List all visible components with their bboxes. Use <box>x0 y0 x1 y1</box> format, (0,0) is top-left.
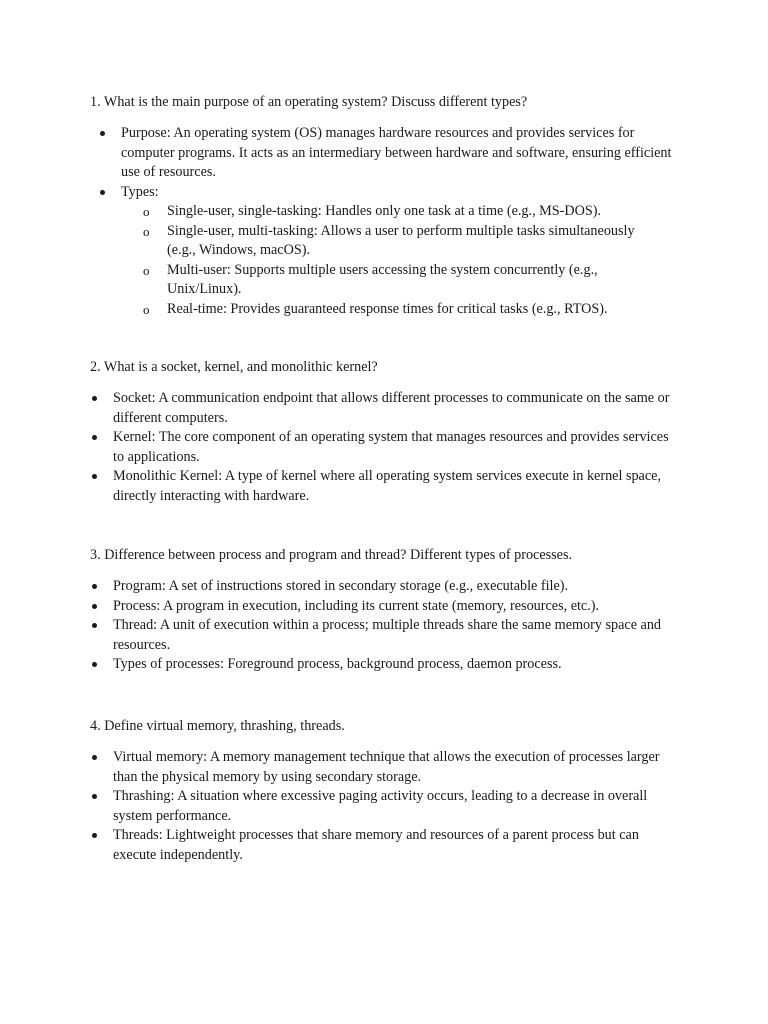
list-item <box>98 124 678 183</box>
bullet-icon <box>92 826 97 838</box>
bullet-icon <box>92 655 97 667</box>
bullet-icon <box>100 124 105 136</box>
sub-item-text: Multi-user: Supports multiple users accessing the system concurrently (e.g., Unix/Linux). <box>167 261 598 297</box>
list-item <box>90 787 675 826</box>
item-text: Process: A program in execution, including its current state (memory, resources, etc.). <box>113 597 600 614</box>
answer-list <box>90 748 675 865</box>
list-item <box>90 655 675 675</box>
sub-list-item <box>143 261 643 300</box>
circle-bullet-icon: o <box>143 204 150 219</box>
sub-list-item <box>143 202 643 222</box>
bullet-icon <box>100 183 105 195</box>
list-item <box>90 748 675 787</box>
circle-bullet-icon: o <box>143 301 150 317</box>
question-heading: 2. What is a socket, kernel, and monolithic kernel? <box>90 359 378 375</box>
bullet-icon <box>92 389 97 401</box>
item-text: Thread: A unit of execution within a process; multiple threads share the same memory space and resources. <box>113 617 662 653</box>
list-item <box>90 467 675 506</box>
item-text: Virtual memory: A memory management technique that allows the execution of processes larger than the physical memory by using secondary storage. <box>113 749 660 785</box>
bullet-icon <box>92 467 97 479</box>
question-heading: 3. Difference between process and program and thread? Different types of processes. <box>90 547 573 563</box>
sub-list-item <box>143 222 643 261</box>
item-text: Socket: A communication endpoint that allows different processes to communicate on the same or different computers. <box>113 390 670 426</box>
list-item <box>90 597 675 617</box>
item-text: Kernel: The core component of an operating system that manages resources and provides services to applications. <box>113 429 669 465</box>
sub-list <box>143 202 643 319</box>
bullet-icon <box>92 616 97 628</box>
answer-list <box>90 577 675 675</box>
question-heading: 1. What is the main purpose of an operating system? Discuss different types? <box>90 94 528 110</box>
circle-bullet-icon: o <box>143 223 150 239</box>
sub-item-text: Real-time: Provides guaranteed response times for critical tasks (e.g., RTOS). <box>167 300 608 317</box>
item-text: Purpose: An operating system (OS) manages hardware resources and provides services for computer programs. It acts as an intermediary between hardware and software, ensuring efficient use of resources. <box>121 125 672 180</box>
circle-bullet-icon: o <box>143 262 150 278</box>
bullet-icon <box>92 748 97 760</box>
answer-list <box>90 389 675 506</box>
item-text: Types: <box>121 183 159 200</box>
list-item <box>90 616 675 655</box>
bullet-icon <box>92 787 97 799</box>
bullet-icon <box>92 428 97 440</box>
bullet-icon <box>92 597 97 609</box>
list-item <box>90 577 675 597</box>
answer-list <box>98 124 678 319</box>
list-item <box>90 826 675 865</box>
item-text: Threads: Lightweight processes that share memory and resources of a parent process but can execute independently. <box>113 827 639 863</box>
item-text: Thrashing: A situation where excessive paging activity occurs, leading to a decrease in overall system performance. <box>113 788 648 824</box>
question-heading: 4. Define virtual memory, thrashing, threads. <box>90 718 345 734</box>
list-item <box>98 183 678 320</box>
item-text: Monolithic Kernel: A type of kernel where all operating system services execute in kernel space, directly interacting with hardware. <box>113 468 661 504</box>
sub-list-item <box>143 300 643 320</box>
sub-item-text: Single-user, single-tasking: Handles only one task at a time (e.g., MS-DOS). <box>167 203 602 219</box>
sub-item-text: Single-user, multi-tasking: Allows a user to perform multiple tasks simultaneously (e.g., Windows, macOS). <box>167 222 635 258</box>
item-text: Program: A set of instructions stored in secondary storage (e.g., executable file). <box>113 578 569 594</box>
bullet-icon <box>92 577 97 589</box>
list-item <box>90 428 675 467</box>
list-item <box>90 389 675 428</box>
item-text: Types of processes: Foreground process, background process, daemon process. <box>113 656 562 672</box>
